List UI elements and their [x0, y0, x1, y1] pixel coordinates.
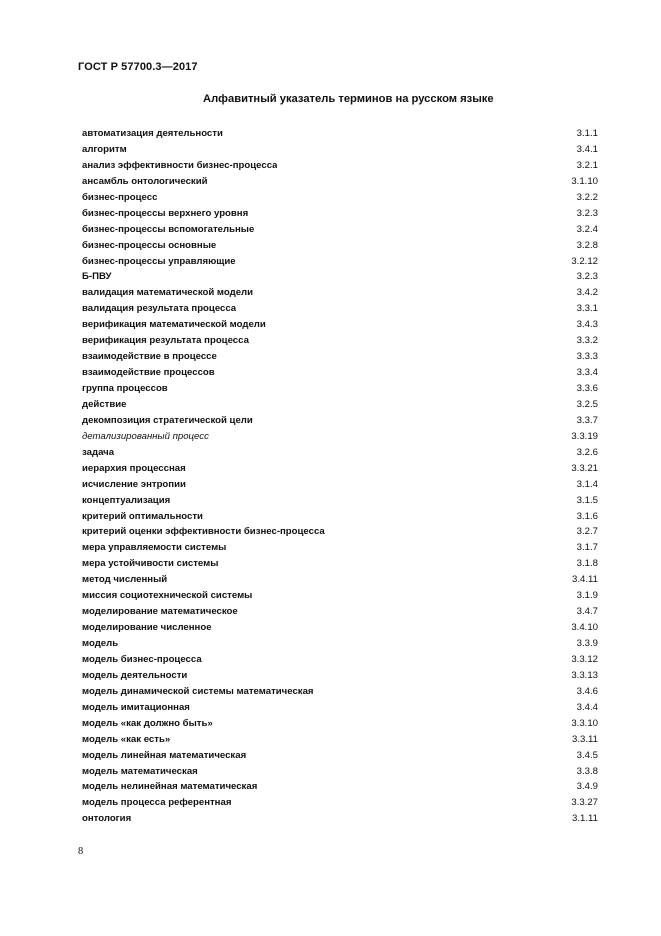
- index-term: бизнес-процессы основные: [82, 239, 217, 251]
- index-reference: 3.2.5: [576, 398, 598, 410]
- index-term: действие: [82, 398, 127, 410]
- index-entry: [82, 668, 598, 684]
- index-term: группа процессов: [82, 383, 168, 394]
- index-term: валидация математической модели: [82, 287, 254, 299]
- page-number: 8: [78, 846, 84, 857]
- index-term: моделирование математическое: [82, 606, 238, 618]
- index-term: модель процесса референтная: [82, 797, 232, 809]
- index-entry: [82, 700, 598, 716]
- index-reference: 3.1.7: [576, 542, 598, 554]
- index-reference: 3.4.7: [576, 606, 598, 618]
- index-term: детализированный процесс: [82, 430, 209, 442]
- index-entry: [82, 429, 598, 445]
- index-entry: [82, 142, 598, 158]
- index-entry: [82, 652, 598, 668]
- index-entry: [82, 732, 598, 748]
- index-reference: 3.3.1: [576, 303, 598, 315]
- index-reference: 3.4.1: [576, 143, 598, 155]
- index-reference: 3.2.8: [576, 239, 598, 251]
- index-reference: 3.1.6: [576, 510, 598, 522]
- index-term: модель линейная математическая: [82, 749, 247, 761]
- index-term: бизнес-процесс: [82, 191, 158, 203]
- index-reference: 3.3.3: [576, 351, 598, 363]
- index-term: верификация результата процесса: [82, 335, 249, 347]
- index-reference: 3.2.3: [576, 207, 598, 219]
- index-term: концептуализация: [82, 494, 171, 506]
- index-term: критерий оптимальности: [82, 510, 203, 522]
- index-entry: [82, 222, 598, 238]
- index-entry: [82, 524, 598, 540]
- index-term: модель бизнес-процесса: [82, 653, 202, 665]
- index-term: автоматизация деятельности: [82, 128, 223, 139]
- index-reference: 3.1.4: [576, 478, 598, 490]
- index-reference: 3.4.11: [572, 574, 598, 586]
- index-entry: [82, 509, 598, 525]
- index-entry: [82, 556, 598, 572]
- index-reference: 3.1.1: [576, 128, 598, 139]
- index-term: мера устойчивости системы: [82, 558, 219, 570]
- index-entry: [82, 684, 598, 700]
- index-term: иерархия процессная: [82, 462, 186, 474]
- index-term: анализ эффективности бизнес-процесса: [82, 159, 278, 171]
- index-entry: [82, 779, 598, 795]
- index-entry: [82, 381, 598, 397]
- index-term: метод численный: [82, 574, 168, 586]
- index-entry: [82, 620, 598, 636]
- index-reference: 3.1.8: [576, 558, 598, 570]
- index-term: модель динамической системы математическая: [82, 685, 314, 697]
- index-entry: [82, 254, 598, 270]
- index-reference: 3.4.6: [576, 685, 598, 697]
- index-entry: [82, 190, 598, 206]
- index-entry: [82, 716, 598, 732]
- index-entry: [82, 477, 598, 493]
- index-reference: 3.3.11: [572, 733, 598, 745]
- index-term: модель имитационная: [82, 701, 190, 713]
- index-entry: [82, 413, 598, 429]
- index-entry: [82, 811, 598, 827]
- index-reference: 3.3.27: [571, 797, 598, 809]
- index-reference: 3.1.9: [576, 590, 598, 602]
- index-term: моделирование численное: [82, 622, 212, 634]
- index-term: декомпозиция стратегической цели: [82, 414, 253, 426]
- index-entry: [82, 445, 598, 461]
- index-reference: 3.4.4: [576, 701, 598, 713]
- index-term: взаимодействие в процессе: [82, 351, 217, 363]
- index-reference: 3.2.2: [576, 191, 598, 203]
- index-reference: 3.3.6: [576, 383, 598, 394]
- index-reference: 3.1.11: [572, 813, 598, 825]
- index-reference: 3.4.10: [571, 622, 598, 634]
- index-entry: [82, 174, 598, 190]
- index-reference: 3.2.3: [576, 271, 598, 283]
- index-term: модель математическая: [82, 765, 198, 777]
- index-entry: [82, 158, 598, 174]
- index-term: задача: [82, 446, 115, 458]
- index-reference: 3.2.7: [576, 526, 598, 538]
- index-term: модель нелинейная математическая: [82, 781, 258, 793]
- index-entry: [82, 748, 598, 764]
- index-entry: [82, 588, 598, 604]
- index-term: онтология: [82, 813, 132, 825]
- index-entry: [82, 285, 598, 301]
- index-reference: 3.3.19: [571, 430, 598, 442]
- index-term: модель деятельности: [82, 669, 188, 681]
- index-reference: 3.2.12: [571, 255, 598, 267]
- index-term: валидация результата процесса: [82, 303, 237, 315]
- index-reference: 3.3.12: [571, 653, 598, 665]
- index-reference: 3.2.6: [576, 446, 598, 458]
- index-entry: [82, 206, 598, 222]
- index-term: Б-ПВУ: [82, 271, 112, 283]
- index-reference: 3.3.9: [576, 638, 598, 649]
- index-entry: [82, 636, 598, 652]
- index-reference: 3.3.8: [576, 765, 598, 777]
- index-term: алгоритм: [82, 143, 127, 155]
- index-entry: [82, 461, 598, 477]
- index-entry: [82, 238, 598, 254]
- index-term: модель: [82, 638, 119, 649]
- index-term: мера управляемости системы: [82, 542, 227, 554]
- index-term: модель «как должно быть»: [82, 717, 213, 729]
- index-term: бизнес-процессы управляющие: [82, 255, 236, 267]
- term-index-list: [82, 126, 598, 827]
- index-term: исчисление энтропии: [82, 478, 186, 490]
- index-term: миссия социотехнической системы: [82, 590, 253, 602]
- index-entry: [82, 317, 598, 333]
- index-reference: 3.2.1: [576, 159, 598, 171]
- index-reference: 3.1.5: [576, 494, 598, 506]
- index-entry: [82, 540, 598, 556]
- index-reference: 3.3.4: [576, 367, 598, 379]
- index-reference: 3.3.21: [571, 462, 598, 474]
- index-reference: 3.1.10: [571, 175, 598, 187]
- index-term: ансамбль онтологический: [82, 175, 208, 187]
- index-entry: [82, 795, 598, 811]
- index-term: взаимодействие процессов: [82, 367, 215, 379]
- index-entry: [82, 397, 598, 413]
- index-entry: [82, 269, 598, 285]
- index-term: верификация математической модели: [82, 319, 266, 331]
- index-entry: [82, 604, 598, 620]
- index-entry: [82, 301, 598, 317]
- index-reference: 3.3.2: [576, 335, 598, 347]
- index-reference: 3.4.2: [576, 287, 598, 299]
- index-entry: [82, 493, 598, 509]
- index-reference: 3.2.4: [576, 223, 598, 235]
- index-reference: 3.4.9: [576, 781, 598, 793]
- index-term: модель «как есть»: [82, 733, 171, 745]
- index-title: Алфавитный указатель терминов на русском языке: [203, 93, 494, 105]
- index-term: бизнес-процессы верхнего уровня: [82, 207, 249, 219]
- index-entry: [82, 349, 598, 365]
- index-entry: [82, 764, 598, 780]
- index-term: бизнес-процессы вспомогательные: [82, 223, 255, 235]
- index-entry: [82, 333, 598, 349]
- index-entry: [82, 572, 598, 588]
- index-reference: 3.3.13: [571, 669, 598, 681]
- document-code: ГОСТ Р 57700.3—2017: [78, 61, 198, 73]
- index-entry: [82, 365, 598, 381]
- index-reference: 3.3.7: [576, 414, 598, 426]
- index-term: критерий оценки эффективности бизнес-процесса: [82, 526, 325, 538]
- index-reference: 3.3.10: [571, 717, 598, 729]
- index-reference: 3.4.3: [576, 319, 598, 331]
- index-entry: [82, 126, 598, 142]
- index-reference: 3.4.5: [576, 749, 598, 761]
